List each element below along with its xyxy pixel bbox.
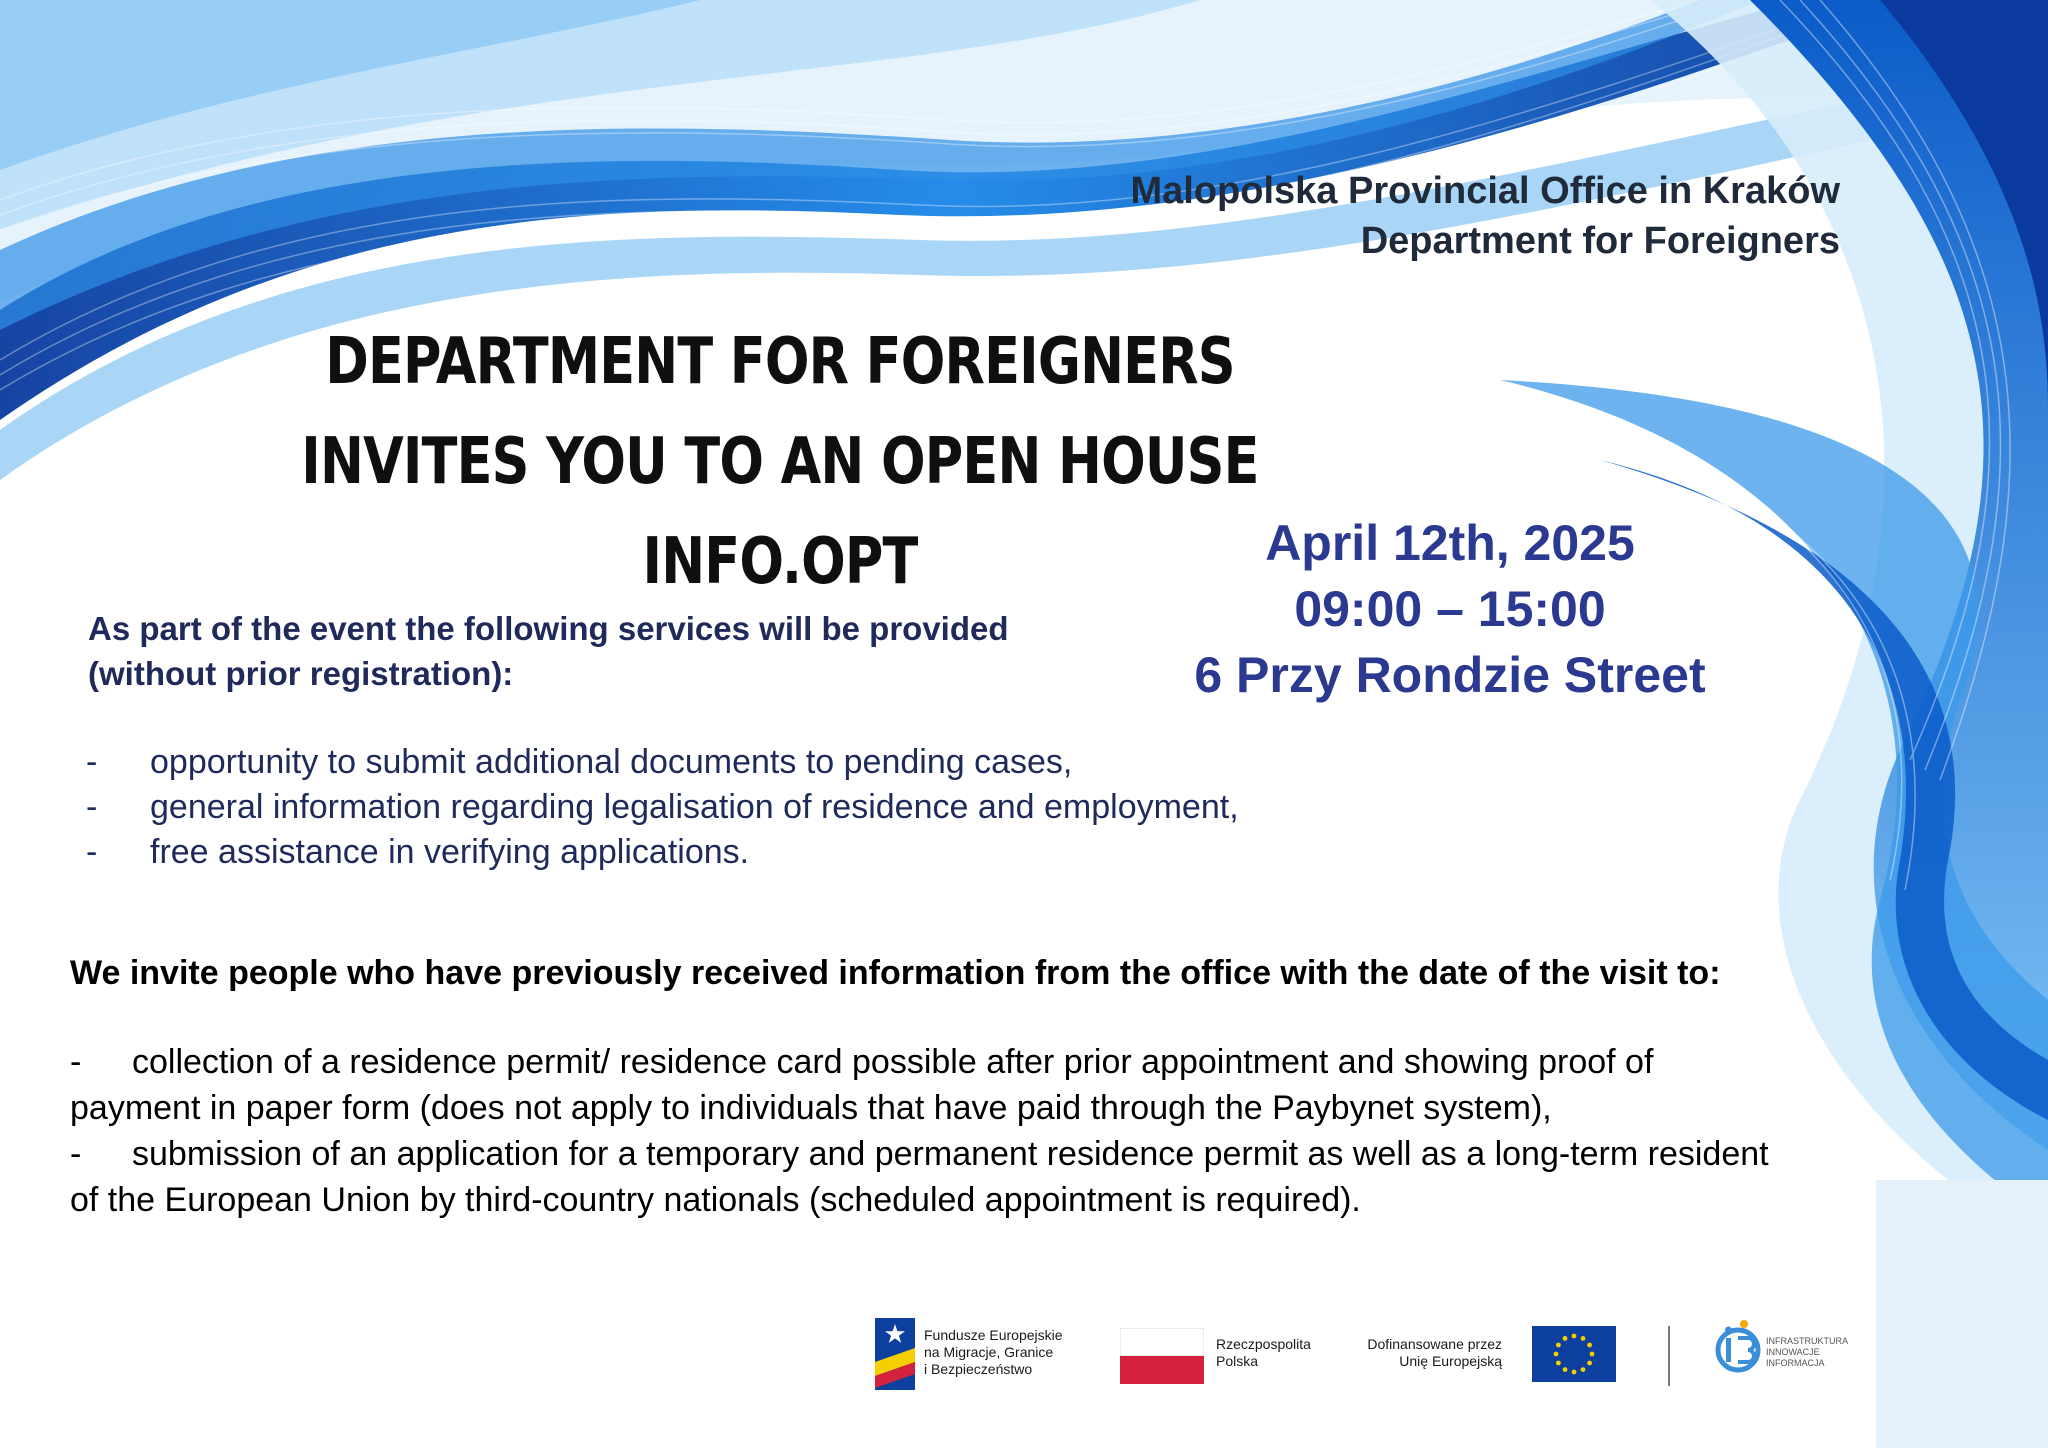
list-dash: - bbox=[86, 788, 98, 826]
poland-logo-text bbox=[1216, 1336, 1311, 1370]
list-dash: - bbox=[70, 1135, 82, 1173]
office-header bbox=[1130, 166, 1840, 266]
sponsor-logos bbox=[860, 1306, 1880, 1416]
eu-logo-text bbox=[1362, 1336, 1502, 1370]
list-item-text: collection of a residence permit/ residence card possible after prior appointment and showing proof of payment in paper form (does not apply to individuals that have paid through the Paybynet system), bbox=[70, 1043, 1654, 1127]
office-name: Malopolska Provincial Office in Kraków bbox=[1130, 170, 1840, 212]
list-item bbox=[86, 740, 1386, 785]
eu-star-icon bbox=[1556, 1361, 1561, 1366]
i3-line-1: INFRASTRUKTURA bbox=[1766, 1336, 1849, 1346]
list-dash: - bbox=[70, 1043, 82, 1081]
list-dash: - bbox=[86, 833, 98, 871]
services-intro bbox=[88, 606, 1098, 696]
fund-logo-text bbox=[924, 1327, 1063, 1378]
list-item-text: free assistance in verifying applications. bbox=[150, 833, 750, 871]
fund-line-2: na Migracje, Granice bbox=[924, 1344, 1054, 1360]
eu-star-icon bbox=[1563, 1336, 1568, 1341]
eu-star-icon bbox=[1554, 1352, 1559, 1357]
i3-line-3: INFORMACJA bbox=[1766, 1358, 1825, 1368]
i3-logo-text bbox=[1766, 1336, 1848, 1369]
i3-line-2: INNOWACJE bbox=[1766, 1347, 1820, 1357]
list-dash: - bbox=[86, 743, 98, 781]
fund-line-1: Fundusze Europejskie bbox=[924, 1327, 1063, 1343]
fund-line-3: i Bezpieczeństwo bbox=[924, 1361, 1033, 1377]
eu-star-icon bbox=[1590, 1352, 1595, 1357]
list-item bbox=[70, 1039, 1770, 1131]
headline-line-1: DEPARTMENT FOR FOREIGNERS bbox=[325, 325, 1235, 399]
list-item-text: opportunity to submit additional documents to pending cases, bbox=[150, 743, 1073, 781]
event-details bbox=[1100, 510, 1800, 708]
list-item bbox=[70, 1131, 1770, 1223]
services-intro-line-1: As part of the event the following services will be provided bbox=[88, 610, 1009, 647]
headline-line-2: INVITES YOU TO AN OPEN HOUSE INFO.OPT bbox=[301, 425, 1259, 599]
eu-star-icon bbox=[1581, 1367, 1586, 1372]
visit-list bbox=[70, 1039, 1770, 1223]
eu-star-icon bbox=[1572, 1334, 1577, 1339]
services-list bbox=[86, 740, 1386, 875]
event-address: 6 Przy Rondzie Street bbox=[1194, 647, 1706, 703]
event-time: 09:00 – 15:00 bbox=[1294, 581, 1606, 637]
eu-star-icon bbox=[1581, 1336, 1586, 1341]
list-item bbox=[86, 830, 1386, 875]
eu-star-icon bbox=[1563, 1367, 1568, 1372]
eu-flag-icon bbox=[1532, 1326, 1616, 1382]
eu-line-1: Dofinansowane przez bbox=[1367, 1336, 1502, 1352]
logo-divider bbox=[1668, 1326, 1670, 1386]
eu-star-icon bbox=[1572, 1370, 1577, 1375]
eu-star-icon bbox=[1587, 1361, 1592, 1366]
eu-funds-flag-icon bbox=[875, 1318, 915, 1390]
list-item-text: submission of an application for a temporary and permanent residence permit as well as a long-term resident of the European Union by third-country nationals (scheduled appointment is required). bbox=[70, 1135, 1769, 1219]
eu-star-icon bbox=[1587, 1343, 1592, 1348]
poland-line-2: Polska bbox=[1216, 1353, 1259, 1369]
event-date: April 12th, 2025 bbox=[1265, 515, 1635, 571]
poland-line-1: Rzeczpospolita bbox=[1216, 1336, 1311, 1352]
i3-logo-icon bbox=[1714, 1318, 1762, 1378]
department-name: Department for Foreigners bbox=[1360, 220, 1840, 262]
invite-heading: We invite people who have previously received information from the office with the date of the visit to: bbox=[70, 954, 1721, 992]
services-intro-line-2: (without prior registration): bbox=[88, 655, 514, 692]
eu-star-icon bbox=[1556, 1343, 1561, 1348]
polish-flag-icon bbox=[1120, 1328, 1204, 1384]
list-item bbox=[86, 785, 1386, 830]
eu-line-2: Unię Europejską bbox=[1399, 1353, 1502, 1369]
list-item-text: general information regarding legalisation of residence and employment, bbox=[150, 788, 1239, 826]
